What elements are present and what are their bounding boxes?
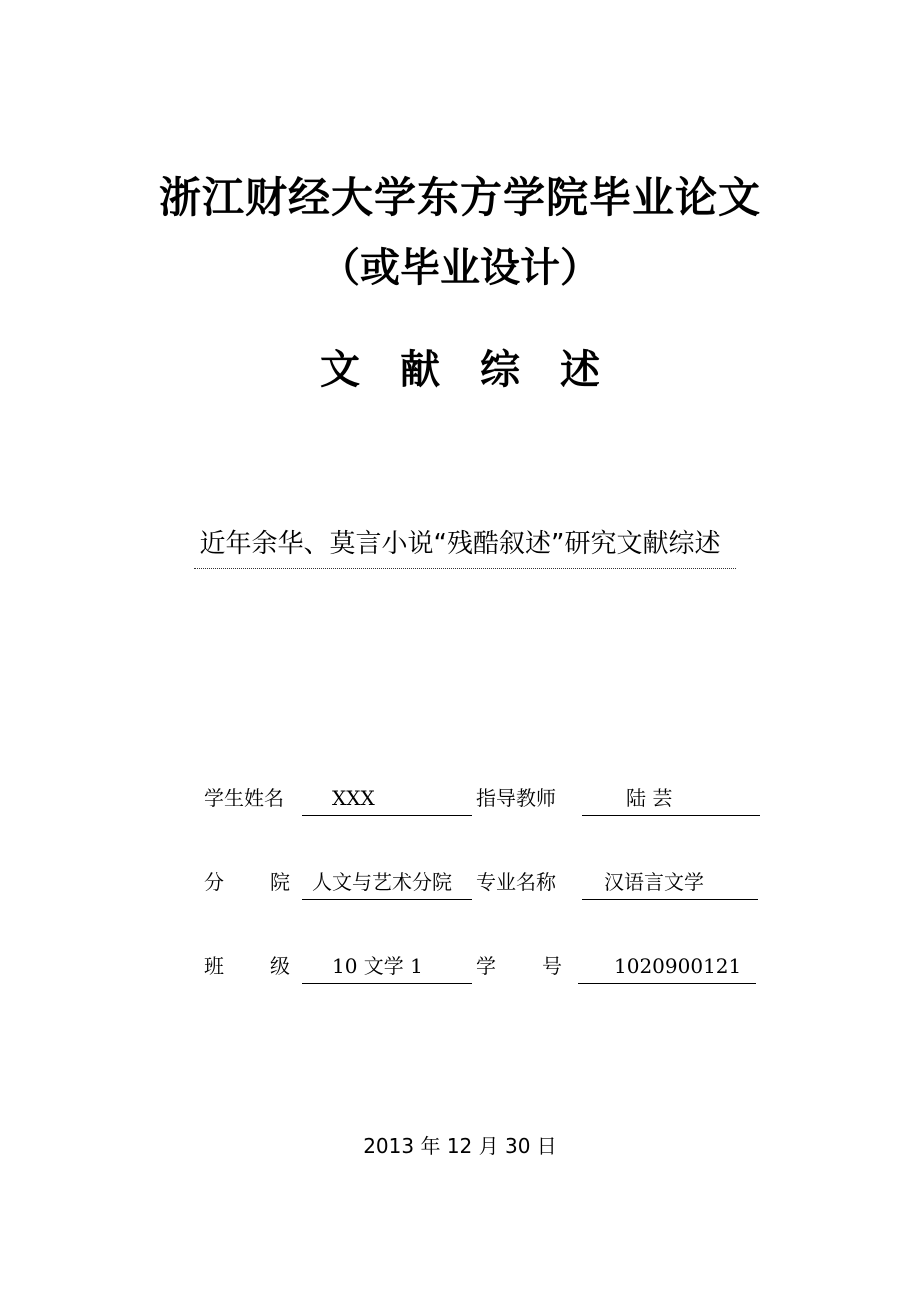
advisor-value: 陆 芸 bbox=[626, 786, 673, 810]
class-value: 10 文学 1 bbox=[332, 954, 423, 978]
student-id-label-char-2: 号 bbox=[542, 954, 562, 978]
class-field bbox=[302, 948, 472, 984]
advisor-label: 指导教师 bbox=[476, 786, 556, 810]
department-value: 人文与艺术分院 bbox=[312, 870, 452, 894]
document-type-heading: 文献综述 bbox=[320, 347, 640, 393]
class-label-char-1: 班 bbox=[204, 954, 224, 978]
advisor-field bbox=[582, 780, 760, 816]
thesis-topic: 近年余华、莫言小说“残酷叙述”研究文献综述 bbox=[199, 529, 721, 559]
info-row-department-major bbox=[0, 864, 920, 900]
class-label bbox=[204, 948, 294, 984]
department-label bbox=[204, 864, 294, 900]
cover-title-main: 浙江财经大学东方学院毕业论文 bbox=[158, 173, 761, 222]
department-field bbox=[302, 864, 472, 900]
cover-title-sub: （或毕业设计） bbox=[320, 245, 600, 291]
submission-date: 2013 年 12 月 30 日 bbox=[363, 1134, 557, 1158]
student-id-label bbox=[476, 948, 566, 984]
student-id-field bbox=[578, 948, 756, 984]
info-row-name-advisor bbox=[0, 780, 920, 816]
student-name-field bbox=[302, 780, 472, 816]
major-value: 汉语言文学 bbox=[604, 870, 704, 894]
info-row-class-id bbox=[0, 948, 920, 984]
department-label-char-1: 分 bbox=[204, 870, 224, 894]
major-field bbox=[582, 864, 758, 900]
student-id-value: 1020900121 bbox=[614, 954, 742, 978]
student-id-label-char-1: 学 bbox=[476, 954, 496, 978]
student-name-label: 学生姓名 bbox=[204, 786, 284, 810]
department-label-char-2: 院 bbox=[270, 870, 290, 894]
major-label: 专业名称 bbox=[476, 870, 556, 894]
topic-underline bbox=[194, 568, 736, 569]
student-name-value: XXX bbox=[332, 786, 375, 810]
class-label-char-2: 级 bbox=[270, 954, 290, 978]
